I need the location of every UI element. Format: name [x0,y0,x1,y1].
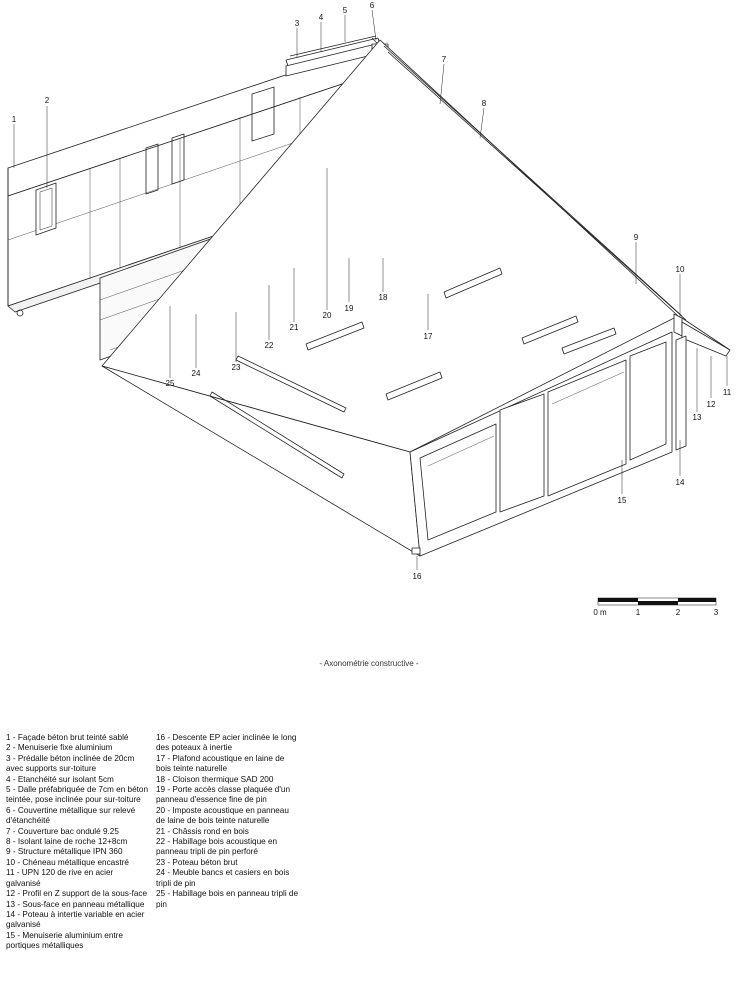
callout-14: 14 [675,478,685,487]
legend-item: 4 - Etanchéité sur isolant 5cm [6,774,114,784]
downpipe [412,548,420,554]
callout-6: 6 [369,1,375,10]
scale-label-3: 3 [713,608,719,617]
callout-7: 7 [441,55,447,64]
gutter-overhang [674,314,730,450]
callout-21: 21 [289,323,299,332]
legend-item: 11 - UPN 120 de rive en acier galvanisé [6,868,114,888]
legend-item: 1 - Façade béton brut teinté sablé [6,733,129,742]
callout-24: 24 [191,369,201,378]
legend-item: 15 - Menuiserie aluminium entre portiques métalliques [6,930,123,951]
legend-item: 18 - Cloison thermique SAD 200 [156,774,274,784]
legend-item: 6 - Couvertine métallique sur relevé d'étanchéité [6,805,136,826]
callout-16: 16 [412,572,422,581]
legend-item: 24 - Meuble bancs et casiers en bois tripli de pin [156,868,290,888]
legend-item: 22 - Habillage bois acoustique en panneau tripli de pin perforé [156,837,278,857]
scale-label-0: 0 m [593,608,607,617]
legend-item: 7 - Couverture bac ondulé 9.25 [6,826,119,836]
legend-item: 2 - Menuiserie fixe aluminium [6,743,113,753]
callout-20: 20 [322,311,332,320]
legend-item: 19 - Porte accès classe plaquée d'un panneau d'essence fine de pin [156,785,291,805]
legend-item: 5 - Dalle préfabriquée de 7cm en béton teintée, pose inclinée pour sur-toiture [6,785,149,805]
callout-15: 15 [617,496,627,505]
legend-item: 23 - Poteau béton brut [156,857,238,867]
callout-11: 11 [722,388,732,397]
legend-item: 25 - Habillage bois en panneau tripli de pin [156,889,299,909]
scale-bar [593,598,718,617]
legend-item: 17 - Plafond acoustique en laine de bois teinte naturelle [156,753,285,774]
legend-item: 8 - Isolant laine de roche 12+8cm [6,837,128,847]
legend-column-2 [156,733,298,910]
callout-5: 5 [342,6,348,15]
legend-item: 9 - Structure métallique IPN 360 [6,847,123,857]
callout-17: 17 [423,332,433,341]
callout-12: 12 [706,400,716,409]
legend-column-1 [6,733,148,952]
callout-22: 22 [264,341,274,350]
legend-item: 20 - Imposte acoustique en panneau de laine de bois teinte naturelle [156,805,289,826]
callout-13: 13 [692,413,702,422]
callout-18: 18 [378,293,388,302]
legend-item: 3 - Prédalle béton inclinée de 20cm avec supports sur-toiture [6,753,135,774]
callout-4: 4 [318,13,324,22]
callout-8: 8 [481,99,487,108]
legend-item: 16 - Descente EP acier inclinée le long des poteaux à inertie [156,733,297,753]
callout-23: 23 [231,363,241,372]
callout-9: 9 [633,233,639,242]
legend-item: 21 - Châssis rond en bois [156,826,249,836]
legend-item: 12 - Profil en Z support de la sous-face [6,889,148,899]
callout-1: 1 [11,115,17,124]
drawing-caption: - Axonométrie constructive - [319,659,419,668]
callout-25: 25 [165,379,175,388]
legend-item: 14 - Poteau à intertie variable en acier galvanisé [6,909,145,930]
scale-label-1: 1 [635,608,641,617]
callout-19: 19 [344,304,354,313]
legend-item: 13 - Sous-face en panneau métallique [6,899,145,909]
scale-label-2: 2 [675,608,681,617]
callout-10: 10 [675,265,685,274]
callout-3: 3 [294,19,300,28]
legend-item: 10 - Chéneau métallique encastré [6,857,129,867]
callout-2: 2 [44,96,50,105]
